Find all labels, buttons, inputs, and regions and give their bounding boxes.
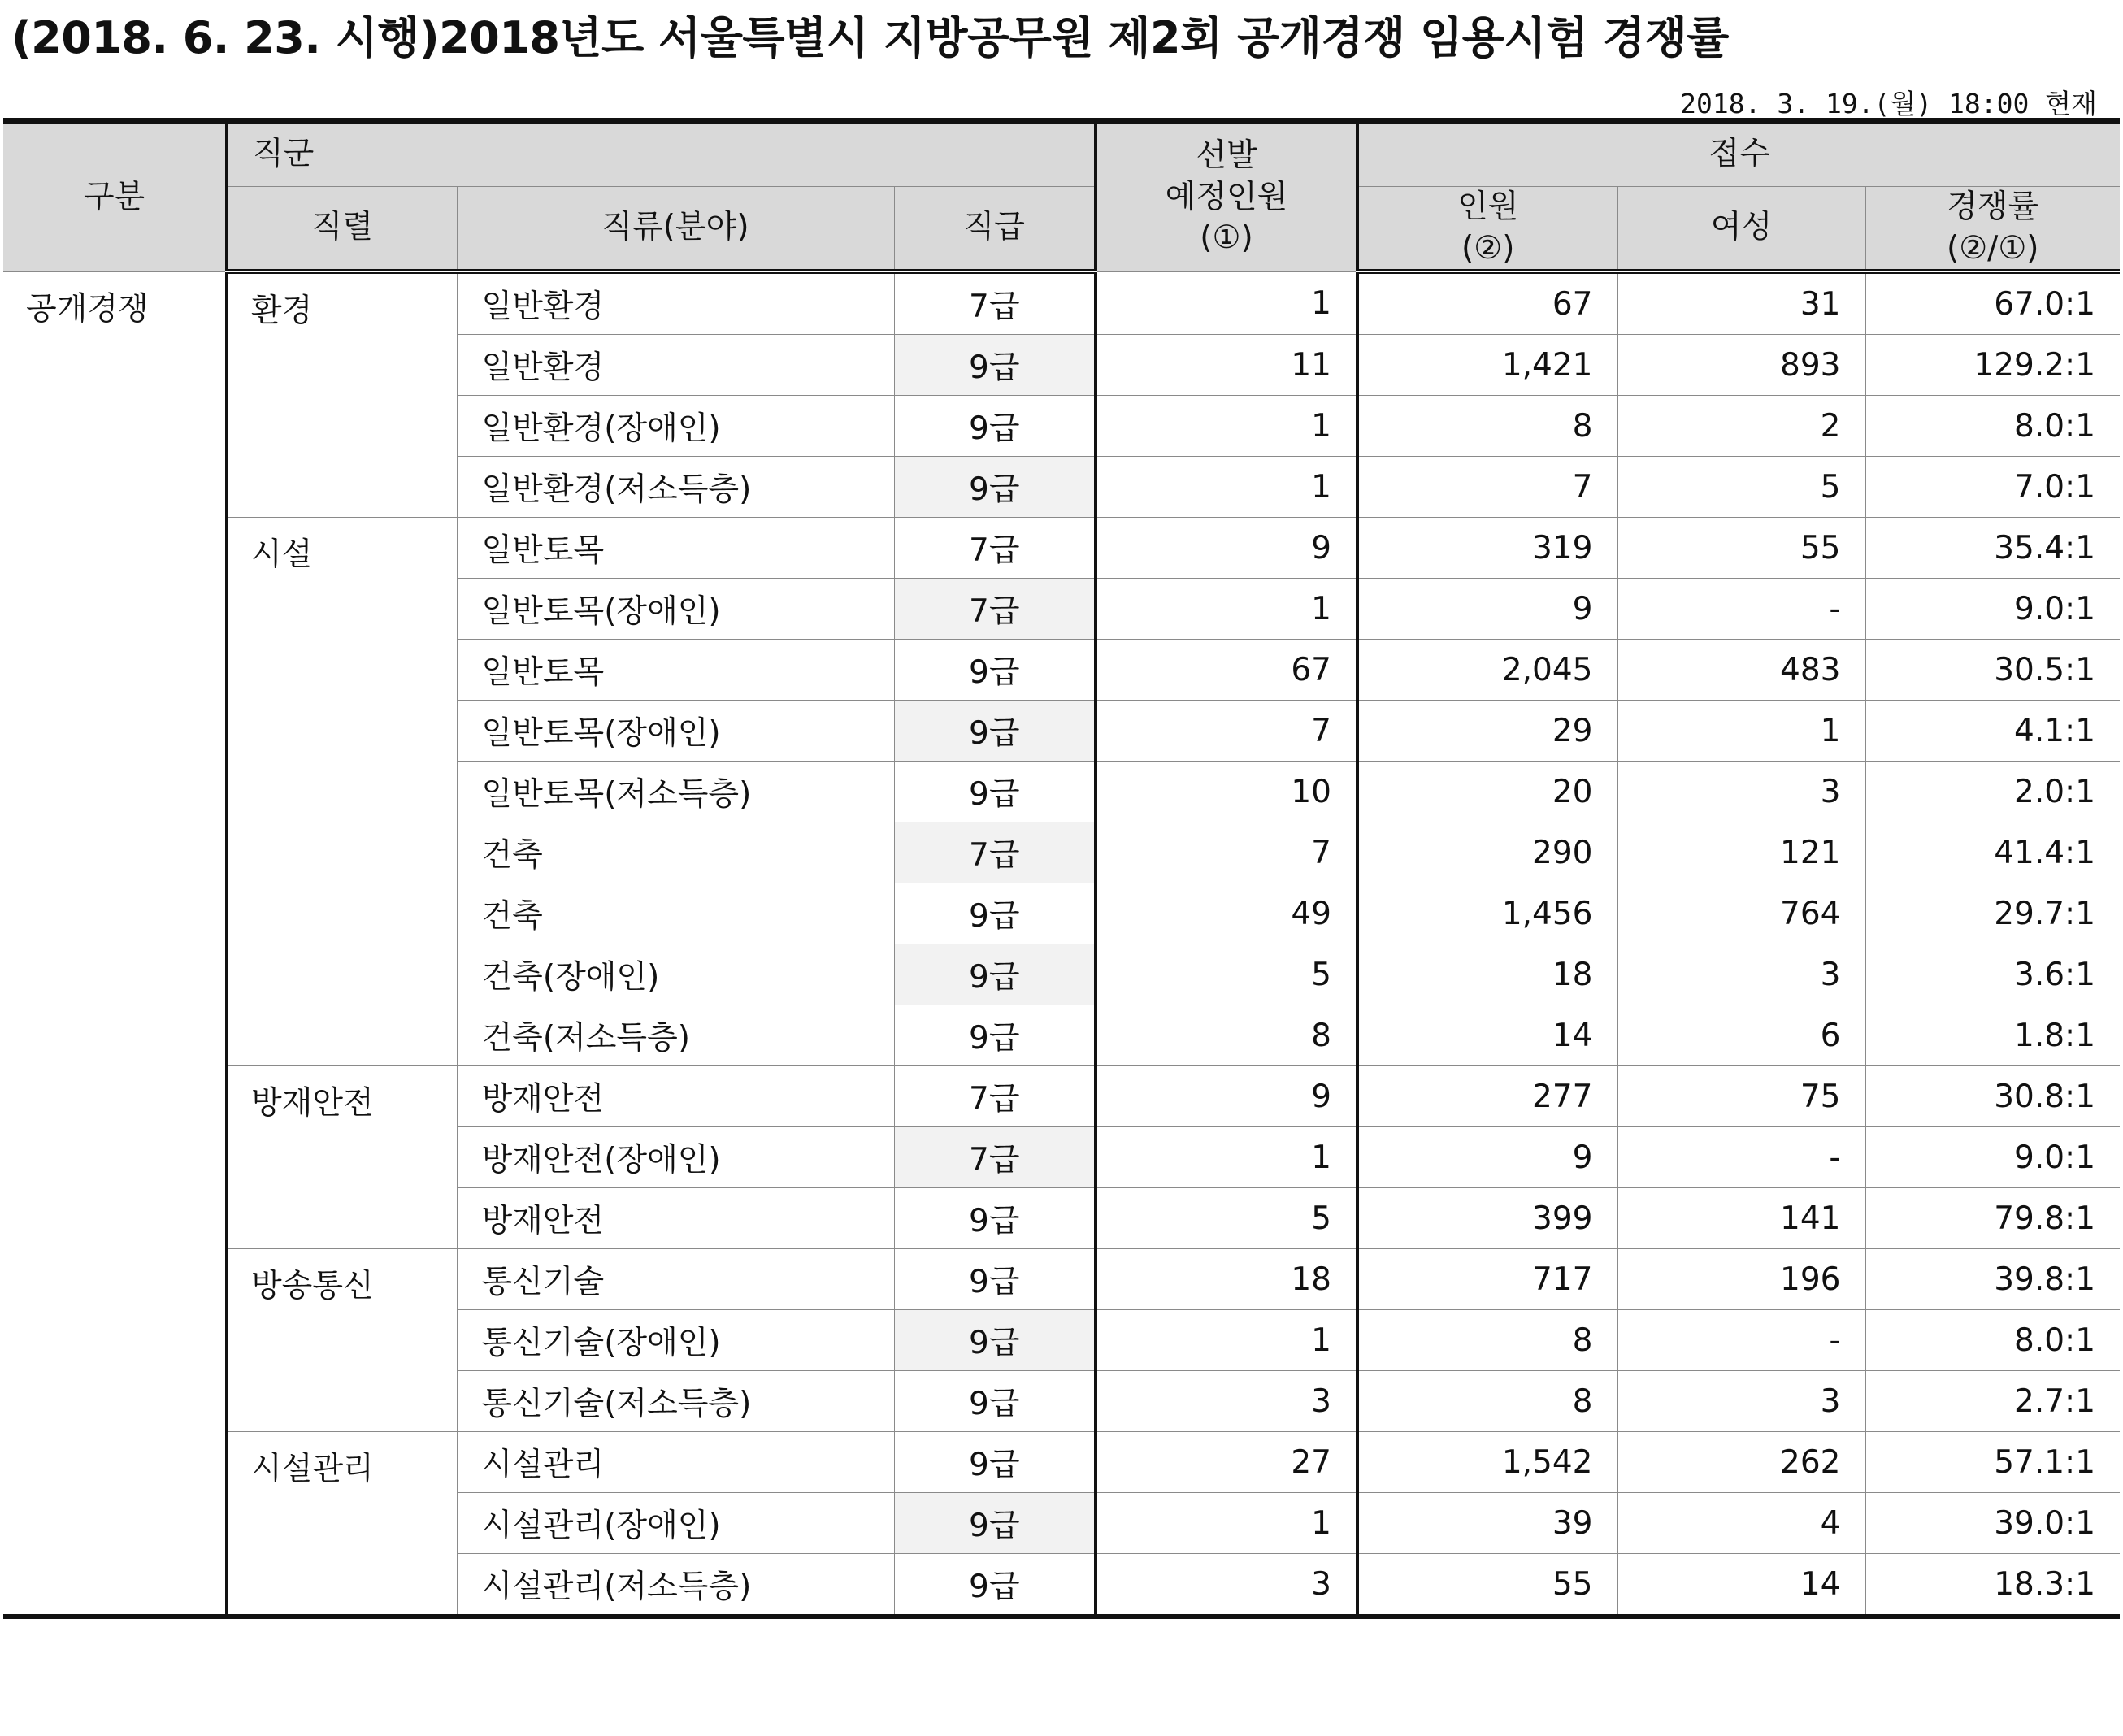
header-planned-line2: 예정인원 <box>1165 178 1288 215</box>
table-row <box>3 1432 2120 1493</box>
header-jikgun: 직군 <box>227 121 1096 187</box>
planned-cell: 7 <box>1096 701 1357 762</box>
grade-cell: 9급 <box>894 335 1096 396</box>
field-cell: 건축 <box>457 822 894 883</box>
female-cell: - <box>1617 1127 1865 1188</box>
grade-cell: 9급 <box>894 1371 1096 1432</box>
female-cell: 121 <box>1617 822 1865 883</box>
ratio-cell: 8.0:1 <box>1865 396 2120 457</box>
ratio-cell: 30.5:1 <box>1865 640 2120 701</box>
applicants-cell: 277 <box>1357 1066 1617 1127</box>
planned-cell: 11 <box>1096 335 1357 396</box>
grade-cell: 7급 <box>894 1127 1096 1188</box>
field-cell: 일반환경 <box>457 335 894 396</box>
series-cell: 시설 <box>227 518 457 1066</box>
applicants-cell: 29 <box>1357 701 1617 762</box>
applicants-cell: 319 <box>1357 518 1617 579</box>
field-cell: 시설관리(장애인) <box>457 1493 894 1554</box>
applicants-cell: 717 <box>1357 1249 1617 1310</box>
field-cell: 건축 <box>457 883 894 944</box>
grade-cell: 9급 <box>894 883 1096 944</box>
applicants-cell: 7 <box>1357 457 1617 518</box>
field-cell: 일반토목(장애인) <box>457 701 894 762</box>
grade-cell: 9급 <box>894 1249 1096 1310</box>
planned-cell: 3 <box>1096 1371 1357 1432</box>
female-cell: 2 <box>1617 396 1865 457</box>
applicants-cell: 55 <box>1357 1554 1617 1617</box>
grade-cell: 9급 <box>894 1188 1096 1249</box>
planned-cell: 9 <box>1096 1066 1357 1127</box>
grade-cell: 9급 <box>894 944 1096 1005</box>
header-applicants-line1: 인원 <box>1457 189 1519 225</box>
as-of-timestamp: 2018. 3. 19.(월) 18:00 현재 <box>1680 88 2097 119</box>
table-header <box>3 121 2120 272</box>
grade-cell: 9급 <box>894 640 1096 701</box>
female-cell: 262 <box>1617 1432 1865 1493</box>
header-female: 여성 <box>1617 187 1865 272</box>
grade-cell: 7급 <box>894 518 1096 579</box>
grade-cell: 9급 <box>894 1493 1096 1554</box>
ratio-cell: 57.1:1 <box>1865 1432 2120 1493</box>
field-cell: 통신기술(저소득층) <box>457 1371 894 1432</box>
table-row <box>3 1066 2120 1127</box>
female-cell: 764 <box>1617 883 1865 944</box>
planned-cell: 1 <box>1096 1310 1357 1371</box>
series-cell: 방송통신 <box>227 1249 457 1432</box>
field-cell: 일반토목(장애인) <box>457 579 894 640</box>
ratio-cell: 39.0:1 <box>1865 1493 2120 1554</box>
applicants-cell: 20 <box>1357 762 1617 822</box>
table-row <box>3 518 2120 579</box>
grade-cell: 9급 <box>894 1310 1096 1371</box>
grade-cell: 9급 <box>894 457 1096 518</box>
header-gubun: 구분 <box>3 121 227 272</box>
planned-cell: 8 <box>1096 1005 1357 1066</box>
ratio-cell: 9.0:1 <box>1865 579 2120 640</box>
ratio-cell: 18.3:1 <box>1865 1554 2120 1617</box>
female-cell: 75 <box>1617 1066 1865 1127</box>
field-cell: 시설관리 <box>457 1432 894 1493</box>
planned-cell: 3 <box>1096 1554 1357 1617</box>
female-cell: 196 <box>1617 1249 1865 1310</box>
header-applicants-line2: (②) <box>1461 229 1515 267</box>
applicants-cell: 9 <box>1357 579 1617 640</box>
planned-cell: 5 <box>1096 1188 1357 1249</box>
planned-cell: 1 <box>1096 1493 1357 1554</box>
grade-cell: 7급 <box>894 1066 1096 1127</box>
planned-cell: 18 <box>1096 1249 1357 1310</box>
field-cell: 건축(장애인) <box>457 944 894 1005</box>
table-body <box>3 271 2120 1617</box>
applicants-cell: 290 <box>1357 822 1617 883</box>
planned-cell: 1 <box>1096 457 1357 518</box>
ratio-cell: 39.8:1 <box>1865 1249 2120 1310</box>
grade-cell: 9급 <box>894 1432 1096 1493</box>
ratio-cell: 7.0:1 <box>1865 457 2120 518</box>
ratio-cell: 8.0:1 <box>1865 1310 2120 1371</box>
ratio-cell: 41.4:1 <box>1865 822 2120 883</box>
planned-cell: 9 <box>1096 518 1357 579</box>
ratio-cell: 3.6:1 <box>1865 944 2120 1005</box>
applicants-cell: 8 <box>1357 1310 1617 1371</box>
ratio-cell: 2.7:1 <box>1865 1371 2120 1432</box>
applicants-cell: 39 <box>1357 1493 1617 1554</box>
header-ratio-line1: 경쟁률 <box>1947 189 2039 225</box>
female-cell: 1 <box>1617 701 1865 762</box>
female-cell: 141 <box>1617 1188 1865 1249</box>
grade-cell: 9급 <box>894 1005 1096 1066</box>
ratio-cell: 9.0:1 <box>1865 1127 2120 1188</box>
grade-cell: 7급 <box>894 271 1096 335</box>
grade-cell: 7급 <box>894 822 1096 883</box>
female-cell: 4 <box>1617 1493 1865 1554</box>
field-cell: 방재안전 <box>457 1066 894 1127</box>
header-jikryeol: 직렬 <box>227 187 457 272</box>
female-cell: 6 <box>1617 1005 1865 1066</box>
series-cell: 방재안전 <box>227 1066 457 1249</box>
applicants-cell: 14 <box>1357 1005 1617 1066</box>
female-cell: 3 <box>1617 1371 1865 1432</box>
grade-cell: 9급 <box>894 396 1096 457</box>
field-cell: 일반환경(저소득층) <box>457 457 894 518</box>
applicants-cell: 8 <box>1357 1371 1617 1432</box>
planned-cell: 1 <box>1096 579 1357 640</box>
field-cell: 시설관리(저소득층) <box>457 1554 894 1617</box>
field-cell: 방재안전(장애인) <box>457 1127 894 1188</box>
planned-cell: 1 <box>1096 1127 1357 1188</box>
header-ratio-line2: (②/①) <box>1947 229 2039 267</box>
planned-cell: 7 <box>1096 822 1357 883</box>
field-cell: 통신기술 <box>457 1249 894 1310</box>
applicants-cell: 2,045 <box>1357 640 1617 701</box>
ratio-cell: 67.0:1 <box>1865 271 2120 335</box>
header-reception: 접수 <box>1357 121 2120 187</box>
female-cell: 14 <box>1617 1554 1865 1617</box>
header-applicants <box>1357 187 1617 272</box>
header-jikryu: 직류(분야) <box>457 187 894 272</box>
field-cell: 일반토목(저소득층) <box>457 762 894 822</box>
applicants-cell: 9 <box>1357 1127 1617 1188</box>
header-planned <box>1096 121 1357 272</box>
table-row <box>3 271 2120 335</box>
female-cell: 31 <box>1617 271 1865 335</box>
planned-cell: 67 <box>1096 640 1357 701</box>
applicants-cell: 1,542 <box>1357 1432 1617 1493</box>
planned-cell: 10 <box>1096 762 1357 822</box>
header-jikgeup: 직급 <box>894 187 1096 272</box>
planned-cell: 1 <box>1096 271 1357 335</box>
applicants-cell: 1,421 <box>1357 335 1617 396</box>
planned-cell: 5 <box>1096 944 1357 1005</box>
applicants-cell: 18 <box>1357 944 1617 1005</box>
grade-cell: 9급 <box>894 1554 1096 1617</box>
category-cell: 공개경쟁 <box>3 271 227 1617</box>
ratio-cell: 2.0:1 <box>1865 762 2120 822</box>
table-row <box>3 1249 2120 1310</box>
field-cell: 방재안전 <box>457 1188 894 1249</box>
ratio-cell: 129.2:1 <box>1865 335 2120 396</box>
planned-cell: 49 <box>1096 883 1357 944</box>
female-cell: - <box>1617 1310 1865 1371</box>
ratio-cell: 30.8:1 <box>1865 1066 2120 1127</box>
ratio-cell: 29.7:1 <box>1865 883 2120 944</box>
field-cell: 일반토목 <box>457 640 894 701</box>
grade-cell: 9급 <box>894 701 1096 762</box>
applicants-cell: 8 <box>1357 396 1617 457</box>
field-cell: 일반환경(장애인) <box>457 396 894 457</box>
grade-cell: 9급 <box>894 762 1096 822</box>
field-cell: 통신기술(장애인) <box>457 1310 894 1371</box>
female-cell: 55 <box>1617 518 1865 579</box>
applicants-cell: 67 <box>1357 271 1617 335</box>
field-cell: 일반환경 <box>457 271 894 335</box>
page-title: (2018. 6. 23. 시행)2018년도 서울특별시 지방공무원 제2회 공개경쟁 임용시험 경쟁률 <box>11 12 1729 63</box>
series-cell: 환경 <box>227 271 457 518</box>
field-cell: 일반토목 <box>457 518 894 579</box>
header-planned-line3: (①) <box>1200 219 1253 257</box>
series-cell: 시설관리 <box>227 1432 457 1617</box>
planned-cell: 1 <box>1096 396 1357 457</box>
header-planned-line1: 선발 <box>1196 137 1257 174</box>
female-cell: 3 <box>1617 944 1865 1005</box>
ratio-cell: 1.8:1 <box>1865 1005 2120 1066</box>
female-cell: 5 <box>1617 457 1865 518</box>
ratio-cell: 79.8:1 <box>1865 1188 2120 1249</box>
female-cell: 893 <box>1617 335 1865 396</box>
applicants-cell: 1,456 <box>1357 883 1617 944</box>
header-ratio <box>1865 187 2120 272</box>
planned-cell: 27 <box>1096 1432 1357 1493</box>
competition-rate-table <box>3 118 2120 1619</box>
female-cell: - <box>1617 579 1865 640</box>
female-cell: 483 <box>1617 640 1865 701</box>
ratio-cell: 4.1:1 <box>1865 701 2120 762</box>
applicants-cell: 399 <box>1357 1188 1617 1249</box>
field-cell: 건축(저소득층) <box>457 1005 894 1066</box>
grade-cell: 7급 <box>894 579 1096 640</box>
ratio-cell: 35.4:1 <box>1865 518 2120 579</box>
female-cell: 3 <box>1617 762 1865 822</box>
